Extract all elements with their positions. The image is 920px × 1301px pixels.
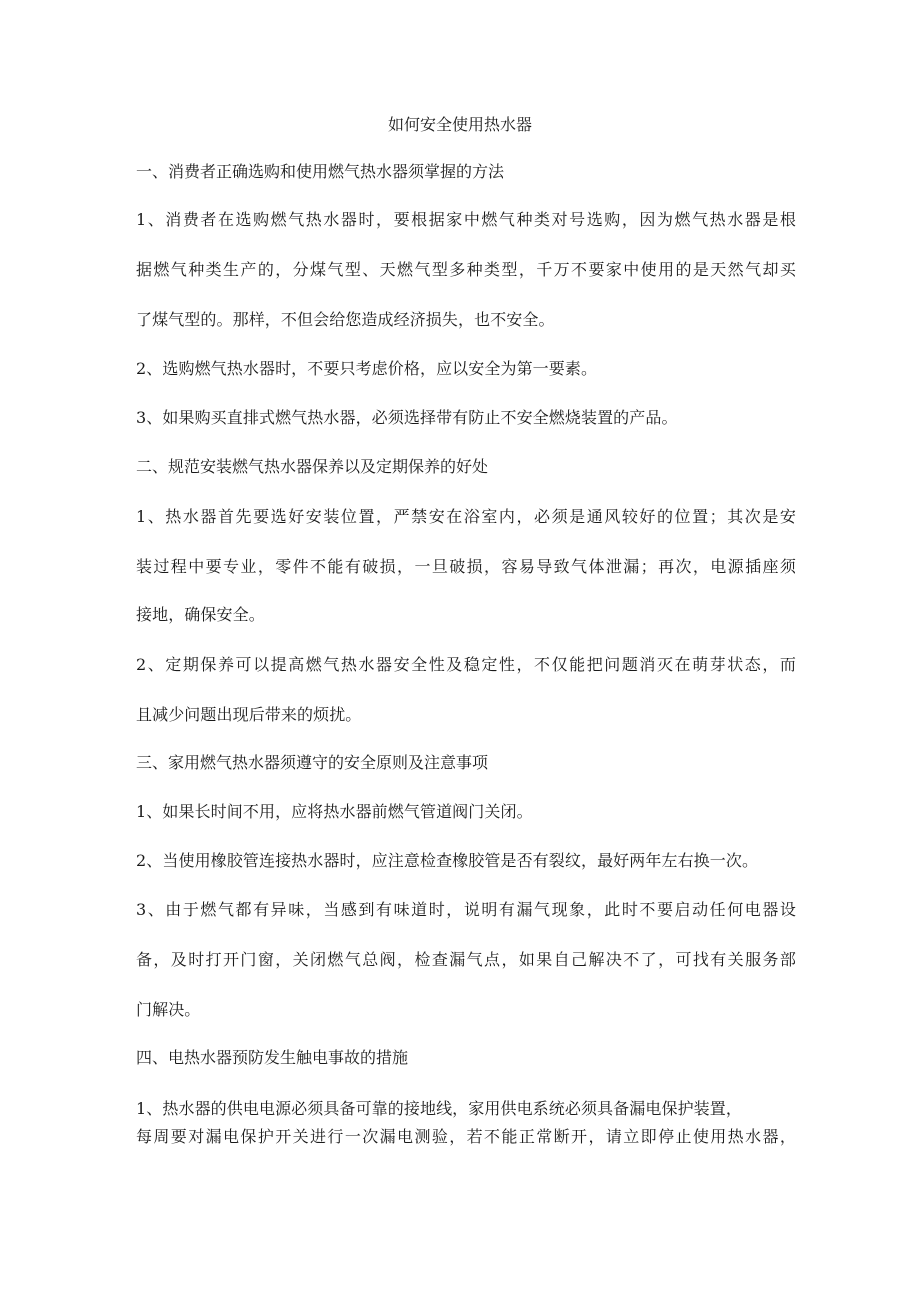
document-title: 如何安全使用热水器 — [387, 115, 532, 134]
paragraph-line: 1、如果长时间不用，应将热水器前燃气管道阀门关闭。 — [136, 802, 533, 821]
paragraph-line: 1、热水器首先要选好安装位置，严禁安在浴室内，必须是通风较好的位置；其次是安 — [136, 507, 796, 526]
paragraph-line: 据燃气种类生产的，分煤气型、天燃气型多种类型，千万不要家中使用的是天然气却买 — [136, 260, 796, 279]
section-heading-1: 一、消费者正确选购和使用燃气热水器须掌握的方法 — [136, 162, 505, 181]
paragraph-line: 3、如果购买直排式燃气热水器，必须选择带有防止不安全燃烧装置的产品。 — [136, 408, 678, 427]
paragraph-line: 2、选购燃气热水器时，不要只考虑价格，应以安全为第一要素。 — [136, 359, 598, 378]
paragraph-line: 1、热水器的供电电源必须具备可靠的接地线，家用供电系统必须具备漏电保护装置， — [136, 1099, 742, 1118]
paragraph-line: 2、定期保养可以提高燃气热水器安全性及稳定性，不仅能把问题消灭在萌芽状态，而 — [136, 655, 796, 674]
paragraph-line: 门解决。 — [136, 1000, 201, 1019]
section-heading-2: 二、规范安装燃气热水器保养以及定期保养的好处 — [136, 457, 489, 476]
section-heading-4: 四、电热水器预防发生触电事故的措施 — [136, 1048, 409, 1067]
paragraph-line: 3、由于燃气都有异味，当感到有味道时，说明有漏气现象，此时不要启动任何电器设 — [136, 900, 796, 919]
paragraph-line: 1、消费者在选购燃气热水器时，要根据家中燃气种类对号选购，因为燃气热水器是根 — [136, 210, 796, 229]
paragraph-line: 了煤气型的。那样，不但会给您造成经济损失，也不安全。 — [136, 310, 555, 329]
paragraph-line: 2、当使用橡胶管连接热水器时，应注意检查橡胶管是否有裂纹，最好两年左右换一次。 — [136, 851, 759, 870]
paragraph-line: 装过程中要专业，零件不能有破损，一旦破损，容易导致气体泄漏；再次，电源插座须 — [136, 557, 796, 576]
paragraph-line: 接地，确保安全。 — [136, 605, 265, 624]
paragraph-line: 且减少问题出现后带来的烦扰。 — [136, 705, 362, 724]
section-heading-3: 三、家用燃气热水器须遵守的安全原则及注意事项 — [136, 753, 489, 772]
paragraph-line: 每周要对漏电保护开关进行一次漏电测验，若不能正常断开，请立即停止使用热水器， — [136, 1127, 796, 1146]
paragraph-line: 备，及时打开门窗，关闭燃气总阀，检查漏气点，如果自己解决不了，可找有关服务部 — [136, 950, 796, 969]
